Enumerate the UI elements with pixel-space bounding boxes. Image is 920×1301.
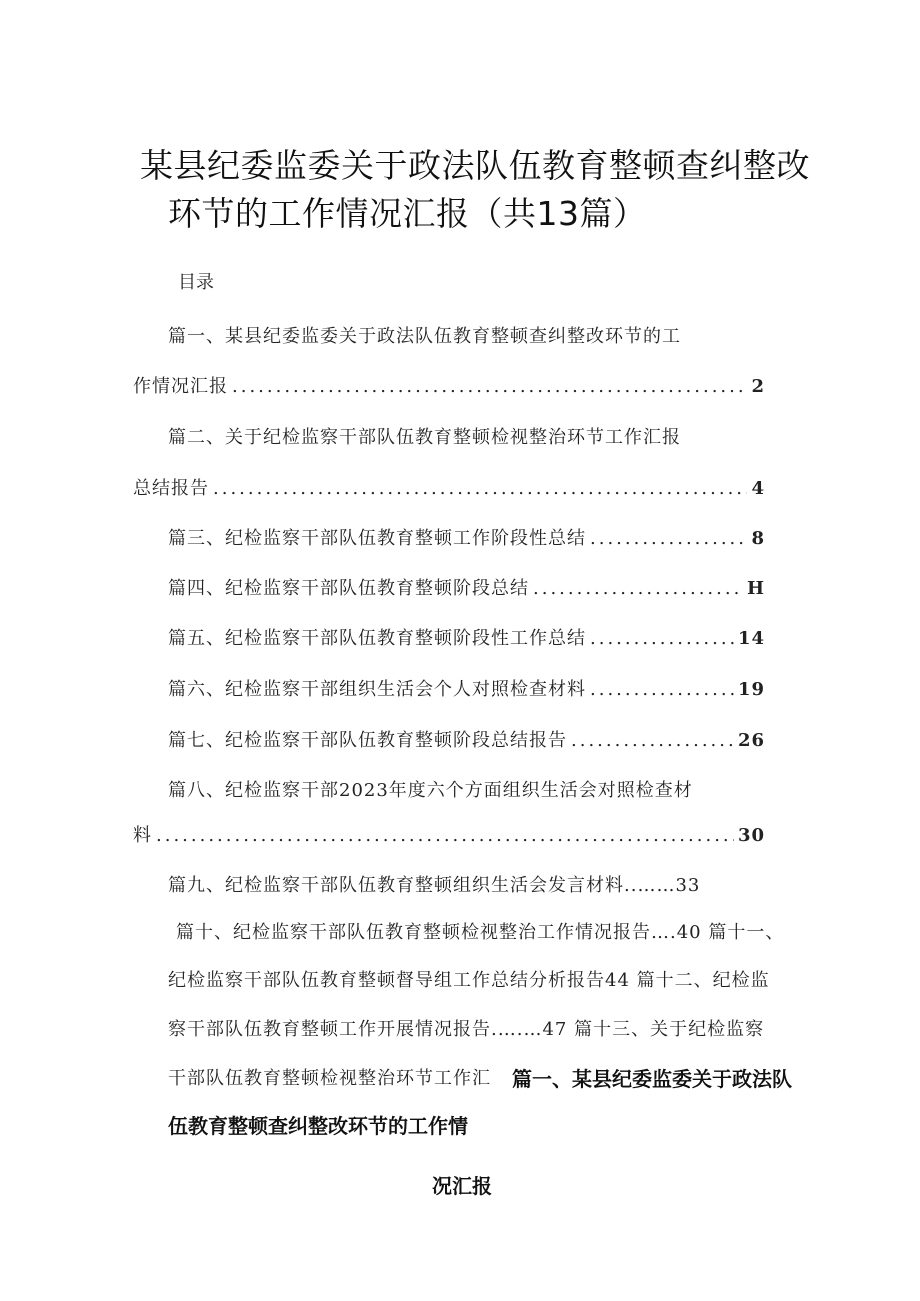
toc-entry-1-line-2: 作情况汇报 <box>133 376 228 397</box>
toc-run-on-line-2[interactable]: 纪检监察干部队伍教育整顿督导组工作总结分析报告44 篇十二、纪检监 <box>168 970 770 991</box>
section-heading-part-2: 伍教育整顿查纠整改环节的工作情 <box>168 1114 468 1138</box>
toc-leader-dots <box>232 376 747 397</box>
toc-entry-3-page: 8 <box>751 528 765 549</box>
toc-leader-dots <box>590 628 734 649</box>
toc-run-on-line-4[interactable]: 干部队伍教育整顿检视整治环节工作汇 <box>168 1068 491 1089</box>
toc-entry-2-line-1[interactable]: 篇二、关于纪检监察干部队伍教育整顿检视整治环节工作汇报 <box>168 427 681 448</box>
toc-entry-9[interactable]: 篇九、纪检监察干部队伍教育整顿组织生活会发言材料..……33 <box>168 875 701 896</box>
toc-run-on-line-3[interactable]: 察干部队伍教育整顿工作开展情况报告.….…47 篇十三、关于纪检监察 <box>168 1019 765 1040</box>
toc-leader-dots <box>533 578 743 599</box>
toc-heading: 目录 <box>178 272 214 293</box>
toc-entry-5-page: 14 <box>737 628 765 649</box>
toc-entry-3[interactable] <box>168 524 765 550</box>
document-title-line-2: 环节的工作情况汇报（共13篇） <box>168 194 647 233</box>
toc-entry-2-page: 4 <box>751 478 765 499</box>
toc-leader-dots <box>156 825 734 846</box>
toc-entry-1-page: 2 <box>751 376 765 397</box>
toc-entry-1-line-1[interactable]: 篇一、某县纪委监委关于政法队伍教育整顿查纠整改环节的工 <box>168 326 681 347</box>
section-heading-part-1: 篇一、某县纪委监委关于政法队 <box>512 1067 792 1091</box>
document-title-line-1: 某县纪委监委关于政法队伍教育整顿查纠整改 <box>140 146 810 185</box>
section-heading-part-3: 况汇报 <box>432 1174 492 1198</box>
toc-entry-7-text: 篇七、纪检监察干部队伍教育整顿阶段总结报告 <box>168 730 567 751</box>
toc-leader-dots <box>213 478 747 499</box>
toc-entry-2[interactable] <box>133 474 765 500</box>
toc-entry-8-line-2: 料 <box>133 825 152 846</box>
toc-entry-7[interactable] <box>168 726 765 752</box>
toc-entry-3-text: 篇三、纪检监察干部队伍教育整顿工作阶段性总结 <box>168 528 586 549</box>
toc-entry-8-page: 30 <box>737 825 765 846</box>
toc-entry-6-page: 19 <box>737 679 765 700</box>
toc-entry-5[interactable] <box>168 624 765 650</box>
toc-entry-6[interactable] <box>168 675 765 701</box>
toc-leader-dots <box>590 528 747 549</box>
toc-run-on-line-1[interactable]: 篇十、纪检监察干部队伍教育整顿检视整治工作情况报告….40 篇十一、 <box>176 922 785 943</box>
toc-entry-4-text: 篇四、纪检监察干部队伍教育整顿阶段总结 <box>168 578 529 599</box>
toc-entry-8[interactable] <box>133 821 765 847</box>
toc-entry-6-text: 篇六、纪检监察干部组织生活会个人对照检查材料 <box>168 679 586 700</box>
toc-entry-4-page: H <box>746 578 765 599</box>
toc-entry-1[interactable] <box>133 372 765 398</box>
toc-leader-dots <box>571 730 734 751</box>
toc-entry-2-line-2: 总结报告 <box>133 478 209 499</box>
toc-entry-4[interactable] <box>168 574 765 600</box>
toc-entry-7-page: 26 <box>737 730 765 751</box>
toc-entry-5-text: 篇五、纪检监察干部队伍教育整顿阶段性工作总结 <box>168 628 586 649</box>
toc-leader-dots <box>590 679 734 700</box>
toc-entry-8-line-1[interactable]: 篇八、纪检监察干部2023年度六个方面组织生活会对照检查材 <box>168 780 693 801</box>
